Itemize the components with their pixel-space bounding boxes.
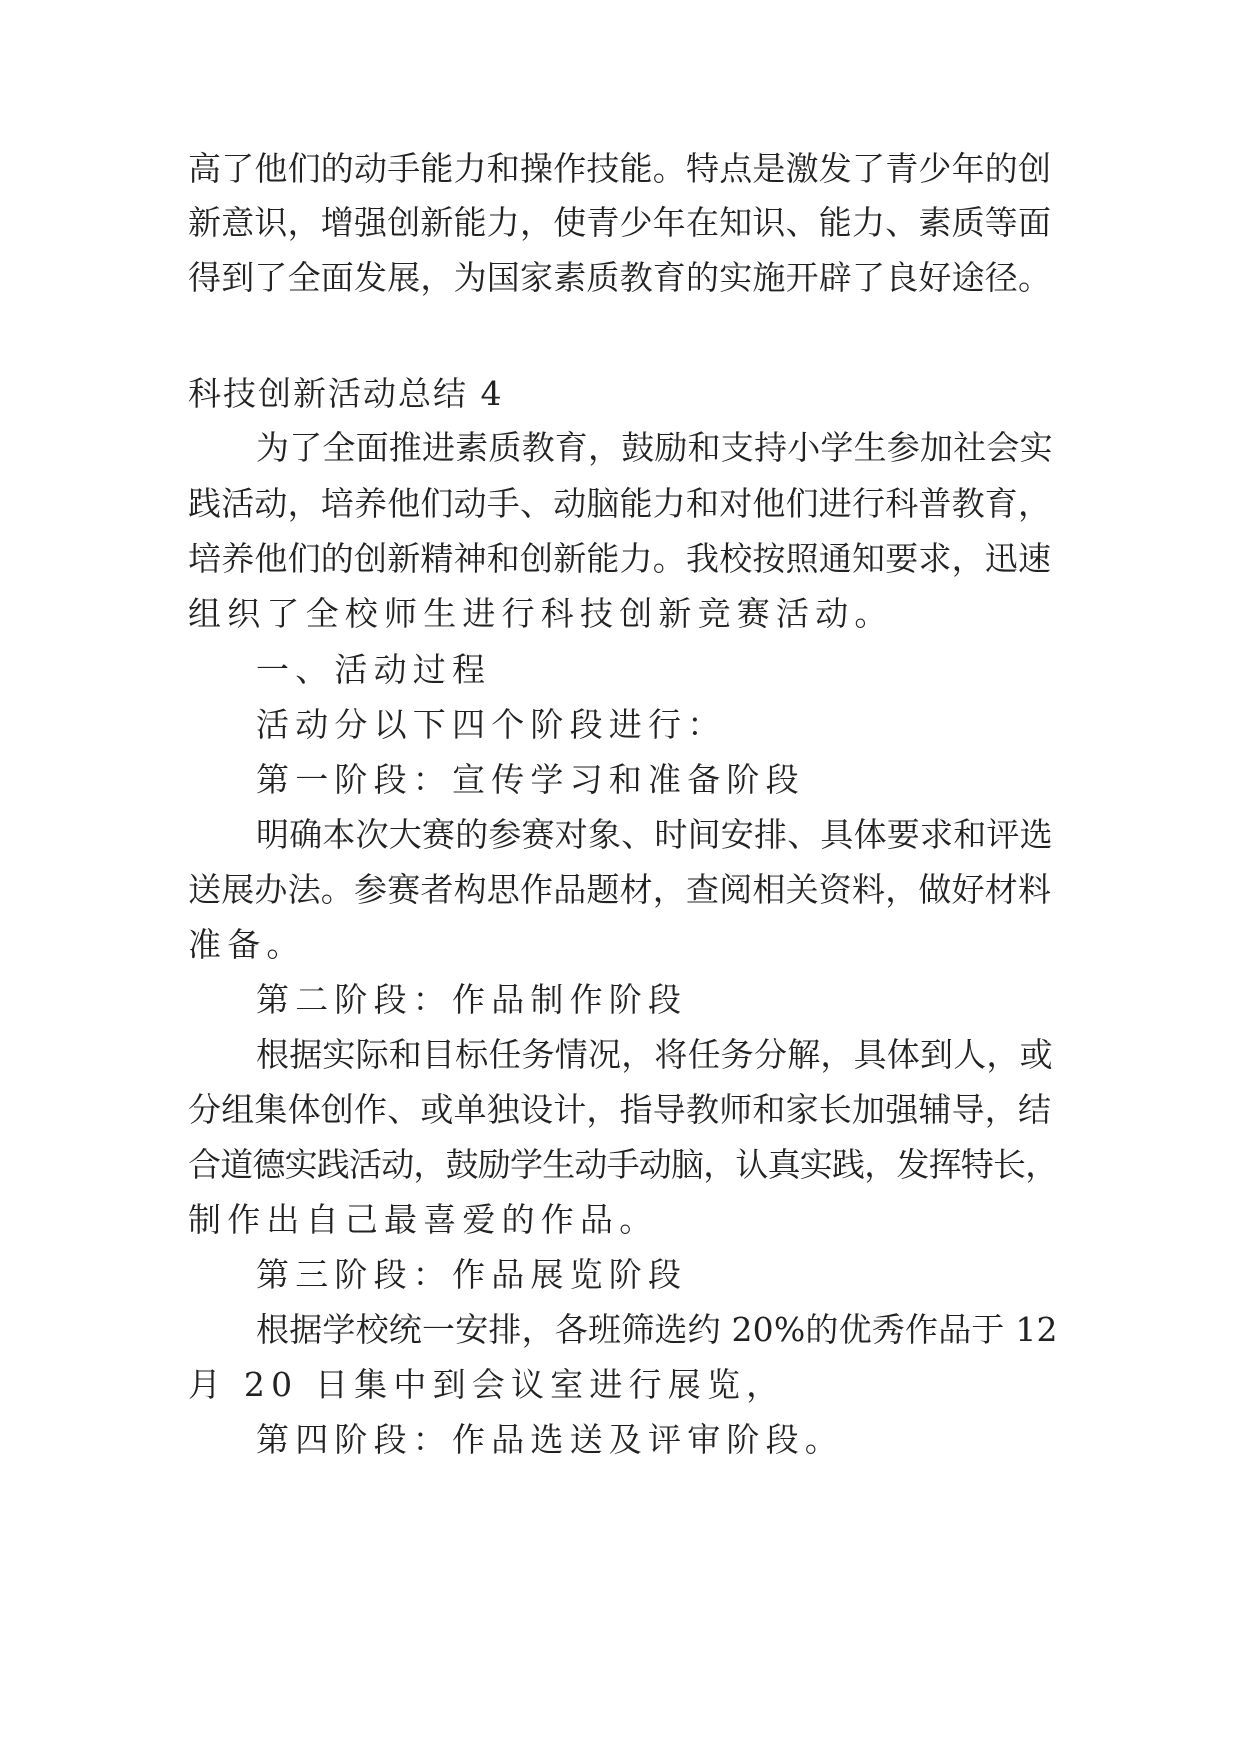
stages-intro: 活动分以下四个阶段进行： — [256, 705, 727, 744]
intro-line: 得到了全面发展，为国家素质教育的实施开辟了良好途径。 — [188, 258, 1052, 297]
paragraph-line: 培养他们的创新精神和创新能力。我校按照通知要求，迅速 — [188, 539, 1052, 578]
stage-4-title: 第四阶段：作品选送及评审阶段。 — [256, 1420, 844, 1459]
paragraph-line: 送展办法。参赛者构思作品题材，查阅相关资料，做好材料 — [188, 870, 1052, 909]
section-title: 科技创新活动总结 4 — [188, 374, 504, 413]
heading-activity-process: 一、活动过程 — [256, 650, 492, 689]
paragraph-line: 为了全面推进素质教育，鼓励和支持小学生参加社会实 — [256, 428, 1053, 467]
stage-2-title: 第二阶段：作品制作阶段 — [256, 980, 688, 1019]
paragraph-line: 分组集体创作、或单独设计，指导教师和家长加强辅导，结 — [188, 1090, 1052, 1129]
paragraph-line: 制作出自己最喜爱的作品。 — [188, 1200, 659, 1239]
intro-line: 高了他们的动手能力和操作技能。特点是激发了青少年的创 — [188, 149, 1052, 188]
paragraph-line: 根据实际和目标任务情况，将任务分解，具体到人，或 — [256, 1035, 1053, 1074]
paragraph-line: 根据学校统一安排，各班筛选约 20%的优秀作品于 12 — [256, 1310, 1058, 1349]
paragraph-line: 组织了全校师生进行科技创新竞赛活动。 — [188, 594, 894, 633]
stage-3-title: 第三阶段：作品展览阶段 — [256, 1255, 688, 1294]
stage-1-title: 第一阶段：宣传学习和准备阶段 — [256, 760, 805, 799]
paragraph-line: 明确本次大赛的参赛对象、时间安排、具体要求和评选 — [256, 815, 1053, 854]
intro-line: 新意识，增强创新能力，使青少年在知识、能力、素质等面 — [188, 203, 1052, 242]
paragraph-line: 践活动，培养他们动手、动脑能力和对他们进行科普教育， — [188, 484, 1052, 523]
paragraph-line: 准备。 — [188, 925, 306, 964]
paragraph-line: 合道德实践活动，鼓励学生动手动脑，认真实践，发挥特长， — [188, 1145, 1058, 1184]
paragraph-line: 月 20 日集中到会议室进行展览， — [188, 1365, 786, 1404]
